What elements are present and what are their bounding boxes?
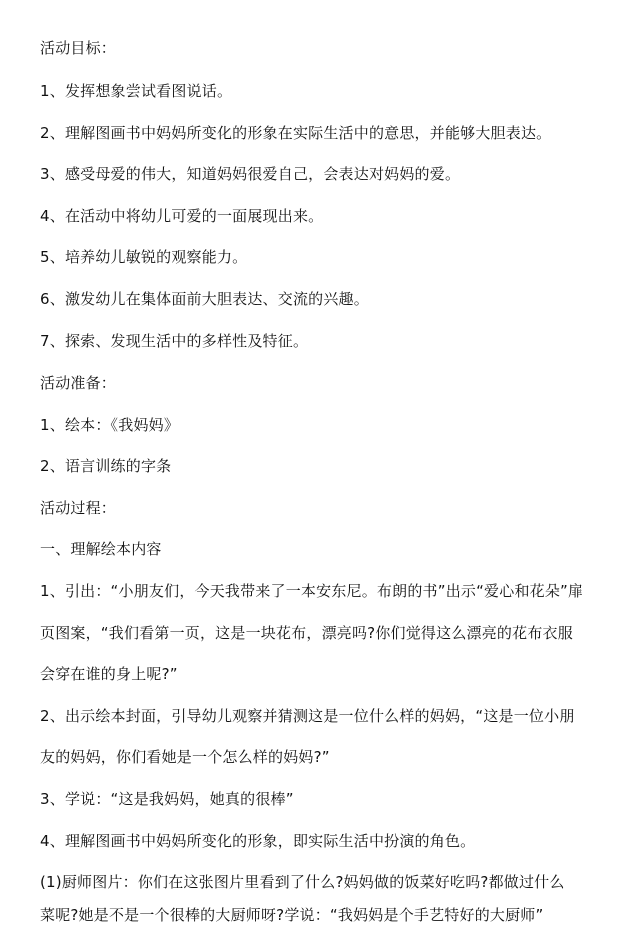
process-step-4-1-line-1: (1)厨师图片：你们在这张图片里看到了什么?妈妈做的饭菜好吃吗?都做过什么	[40, 873, 565, 891]
process-step-1-line-1: 1、引出：“小朋友们，今天我带来了一本安东尼。布朗的书”出示“爱心和花朵”扉	[40, 582, 584, 600]
goal-item-2: 2、理解图画书中妈妈所变化的形象在实际生活中的意思，并能够大胆表达。	[40, 124, 552, 142]
goal-item-3: 3、感受母爱的伟大，知道妈妈很爱自己，会表达对妈妈的爱。	[40, 165, 461, 183]
process-step-3: 3、学说：“这是我妈妈，她真的很棒”	[40, 790, 294, 808]
goal-item-6: 6、激发幼儿在集体面前大胆表达、交流的兴趣。	[40, 290, 369, 308]
goal-item-1: 1、发挥想象尝试看图说话。	[40, 82, 233, 100]
process-step-4-1-line-2: 菜呢?她是不是一个很棒的大厨师呀?学说：“我妈妈是个手艺特好的大厨师”	[40, 906, 544, 924]
goal-item-4: 4、在活动中将幼儿可爱的一面展现出来。	[40, 207, 324, 225]
process-step-2-line-1: 2、出示绘本封面，引导幼儿观察并猜测这是一位什么样的妈妈，“这是一位小朋	[40, 707, 575, 725]
process-step-1-line-2: 页图案，“我们看第一页，这是一块花布，漂亮吗?你们觉得这么漂亮的花布衣服	[40, 624, 573, 642]
process-subheading-1: 一、理解绘本内容	[40, 540, 162, 558]
goal-item-5: 5、培养幼儿敏锐的观察能力。	[40, 248, 248, 266]
prep-item-1: 1、绘本：《我妈妈》	[40, 416, 180, 434]
section-heading-process: 活动过程：	[40, 499, 117, 517]
process-step-2-line-2: 友的妈妈，你们看她是一个怎么样的妈妈?”	[40, 748, 330, 766]
section-heading-preparation: 活动准备：	[40, 374, 117, 392]
process-step-4: 4、理解图画书中妈妈所变化的形象，即实际生活中扮演的角色。	[40, 832, 476, 850]
process-step-1-line-3: 会穿在谁的身上呢?”	[40, 665, 178, 683]
section-heading-goals: 活动目标：	[40, 39, 117, 57]
goal-item-7: 7、探索、发现生活中的多样性及特征。	[40, 332, 309, 350]
prep-item-2: 2、语言训练的字条	[40, 457, 172, 475]
